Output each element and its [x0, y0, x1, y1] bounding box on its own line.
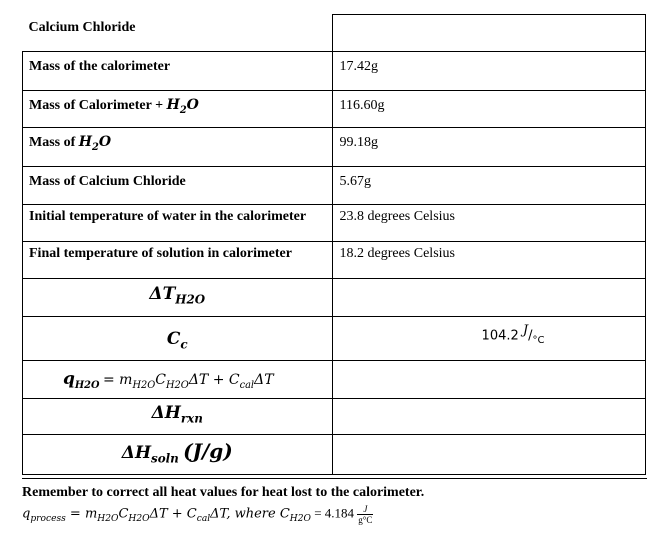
note-text: Remember to correct all heat values for heat lost to the calorimeter. — [22, 485, 425, 500]
divider — [22, 478, 647, 479]
row-value: 18.2 degrees Celsius — [332, 242, 645, 279]
row-label: Mass of the calorimeter — [23, 52, 333, 91]
row-value: 5.67g — [332, 167, 645, 205]
row-label: Final temperature of solution in calorimeter — [23, 242, 333, 279]
h-soln-value — [332, 435, 645, 475]
table-title-value-cell — [332, 15, 645, 52]
row-value: 17.42g — [332, 52, 645, 91]
delta-t-label: $\Delta T_{H2O}$ — [23, 279, 333, 317]
heat-formula: $q_{process} = m_{H2O}C_{H2O}\Delta T + C_{cal}\Delta T$, where $C_{H2O} = 4.184$ $\frac{J}{g^\circ C}$ — [22, 504, 373, 525]
q-value — [332, 361, 645, 399]
row-label: Mass of $H_2O$ — [23, 128, 333, 167]
row-value: 116.60g — [332, 91, 645, 128]
delta-t-value — [332, 279, 645, 317]
row-label: Mass of Calorimeter + $H_2O$ — [23, 91, 333, 128]
h-soln-label: $\Delta H_{soln}$ (J/g) — [23, 435, 333, 475]
row-value: 23.8 degrees Celsius — [332, 205, 645, 242]
h-rxn-label: $\Delta H_{rxn}$ — [23, 399, 333, 435]
unit-fraction: $\frac{J}{g^\circ C}$ — [358, 504, 373, 525]
cc-label: $C_c$ — [23, 317, 333, 361]
h-rxn-value — [332, 399, 645, 435]
table-title: Calcium Chloride — [28, 19, 136, 35]
table-title-cell — [23, 15, 333, 52]
row-label: Initial temperature of water in the calorimeter — [23, 205, 333, 242]
row-label: Mass of Calcium Chloride — [23, 167, 333, 205]
row-value: 99.18g — [332, 128, 645, 167]
q-label: $q_{H2O} = m_{H2O}C_{H2O}\Delta T + C_{cal}\Delta T$ — [23, 361, 333, 399]
calcium-chloride-table — [22, 14, 646, 475]
cc-value: 104.2 $^J/_{^\circ C}$ — [332, 317, 645, 361]
